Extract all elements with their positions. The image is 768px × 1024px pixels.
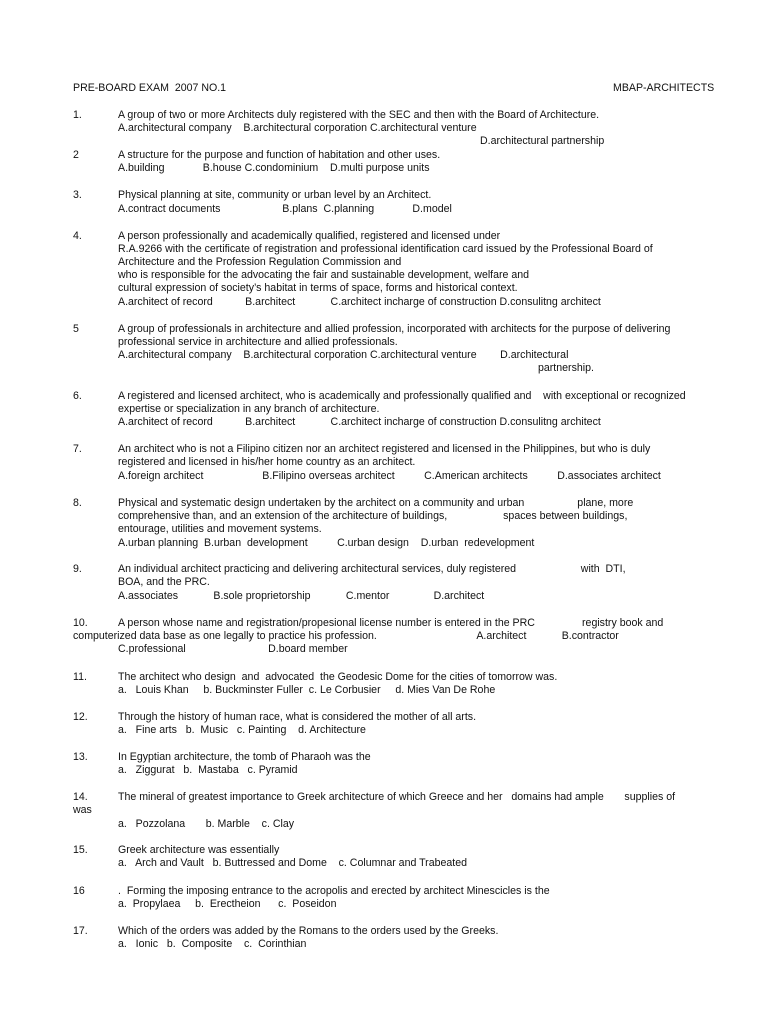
question-choices: A.associates B.sole proprietorship C.mentor D.architect	[118, 590, 485, 602]
question-number: 7.	[73, 443, 82, 455]
question-stem: The mineral of greatest importance to Greek architecture of which Greece and her domains had ample supplies of	[118, 791, 676, 803]
question-number: 17.	[73, 925, 88, 937]
exam-source: MBAP-ARCHITECTS	[613, 82, 715, 94]
question-line: Physical and systematic design undertaken by the architect on a community and urban plane, more	[118, 497, 634, 509]
question-line: An architect who is not a Filipino citizen nor an architect registered and licensed in the Philippines, but who is duly	[118, 443, 651, 455]
question-choices: A.contract documents B.plans C.planning D.model	[118, 203, 452, 215]
question-number: 6.	[73, 390, 82, 402]
question-line: A group of professionals in architecture and allied profession, incorporated with architects for the purpose of delivering	[118, 323, 671, 335]
question-choices: a. Propylaea b. Erectheion c. Poseidon	[118, 898, 337, 910]
question-choice-continued: partnership.	[538, 362, 594, 374]
question-choices: A.building B.house C.condominium D.multi purpose units	[118, 162, 430, 174]
question-stem: Physical planning at site, community or urban level by an Architect.	[118, 189, 432, 201]
question-stem: In Egyptian architecture, the tomb of Pharaoh was the	[118, 751, 371, 763]
question-line: expertise or specialization in any branch of architecture.	[118, 403, 380, 415]
question-number: 13.	[73, 751, 88, 763]
question-line: An individual architect practicing and delivering architectural services, duly registered with DTI,	[118, 563, 626, 575]
question-number: 8.	[73, 497, 82, 509]
question-stem-wrap: was	[73, 804, 92, 816]
question-stem: The architect who design and advocated the Geodesic Dome for the cities of tomorrow was.	[118, 671, 558, 683]
question-number: 10.	[73, 617, 88, 629]
question-line: A person professionally and academically qualified, registered and licensed under	[118, 230, 501, 242]
question-number: 1.	[73, 109, 82, 121]
question-stem: . Forming the imposing entrance to the acropolis and erected by architect Minescicles is the	[118, 885, 550, 897]
question-line: comprehensive than, and an extension of the architecture of buildings, spaces between buildings,	[118, 510, 628, 522]
question-line: entourage, utilities and movement systems.	[118, 523, 322, 535]
question-line: Architecture and the Profession Regulation Commission and	[118, 256, 402, 268]
question-choices: A.urban planning B.urban development C.urban design D.urban redevelopment	[118, 537, 535, 549]
question-stem: Greek architecture was essentially	[118, 844, 280, 856]
question-number: 16	[73, 885, 85, 897]
question-number: 3.	[73, 189, 82, 201]
question-choices: A.architect of record B.architect C.architect incharge of construction D.consulitng architect	[118, 296, 601, 308]
question-choices: a. Ziggurat b. Mastaba c. Pyramid	[118, 764, 298, 776]
question-number: 15.	[73, 844, 88, 856]
question-choices: a. Louis Khan b. Buckminster Fuller c. Le Corbusier d. Mies Van De Rohe	[118, 684, 496, 696]
question-line: A registered and licensed architect, who is academically and professionally qualified and with exceptional or recognized	[118, 390, 686, 402]
question-choices: A.architectural company B.architectural corporation C.architectural venture	[118, 122, 477, 134]
question-number: 2	[73, 149, 79, 161]
question-line: registered and licensed in his/her home country as an architect.	[118, 456, 416, 468]
question-number: 11.	[73, 671, 87, 683]
question-line: who is responsible for the advocating the fair and sustainable development, welfare and	[118, 269, 530, 281]
question-line: computerized data base as one legally to practice his profession. A.architect B.contractor	[73, 630, 619, 642]
question-choices: a. Arch and Vault b. Buttressed and Dome c. Columnar and Trabeated	[118, 857, 468, 869]
question-choices: a. Pozzolana b. Marble c. Clay	[118, 818, 295, 830]
question-line: A person whose name and registration/propesional license number is entered in the PRC registry book and	[118, 617, 664, 629]
question-choices: A.architectural company B.architectural corporation C.architectural venture D.architectural	[118, 349, 569, 361]
question-stem: Through the history of human race, what is considered the mother of all arts.	[118, 711, 477, 723]
question-number: 4.	[73, 230, 82, 242]
question-choices: C.professional D.board member	[118, 643, 348, 655]
question-number: 9.	[73, 563, 82, 575]
question-choices: a. Fine arts b. Music c. Painting d. Architecture	[118, 724, 366, 736]
question-stem: A group of two or more Architects duly registered with the SEC and then with the Board of Architecture.	[118, 109, 600, 121]
exam-title: PRE-BOARD EXAM 2007 NO.1	[73, 82, 227, 94]
question-number: 12.	[73, 711, 88, 723]
question-choice-d: D.architectural partnership	[480, 135, 605, 147]
question-line: cultural expression of society’s habitat in terms of space, forms and historical context.	[118, 282, 518, 294]
question-number: 14.	[73, 791, 88, 803]
question-choices: a. Ionic b. Composite c. Corinthian	[118, 938, 307, 950]
question-choices: A.architect of record B.architect C.architect incharge of construction D.consulitng architect	[118, 416, 601, 428]
question-line: BOA, and the PRC.	[118, 576, 210, 588]
question-line: R.A.9266 with the certificate of registration and professional identification card issued by the Professional Board of	[118, 243, 653, 255]
question-stem: Which of the orders was added by the Romans to the orders used by the Greeks.	[118, 925, 499, 937]
question-stem: A structure for the purpose and function of habitation and other uses.	[118, 149, 441, 161]
question-number: 5	[73, 323, 79, 335]
question-line: professional service in architecture and allied professionals.	[118, 336, 398, 348]
question-choices: A.foreign architect B.Filipino overseas architect C.American architects D.associates architect	[118, 470, 661, 482]
